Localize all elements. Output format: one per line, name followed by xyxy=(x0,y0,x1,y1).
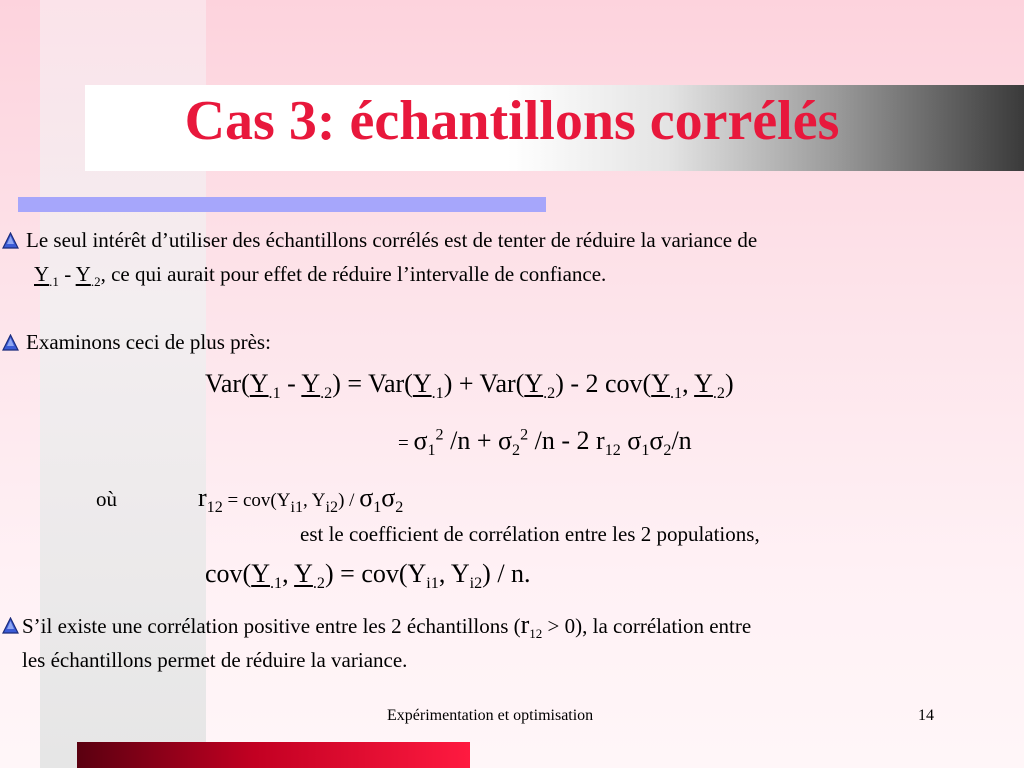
coefficient-description: est le coefficient de corrélation entre les 2 populations, xyxy=(300,522,760,546)
bullet-3-line-1: S’il existe une corrélation positive entre les 2 échantillons $(r_{12} > 0)$, la corrélation entre xyxy=(22,610,752,642)
bullet-1-line-1: Le seul intérêt d’utiliser des échantillons corrélés est de tenter de réduire la variance de xyxy=(26,228,758,252)
variance-equation: $Var(Y_{.1} - Y_{.2}) = Var(Y_{.1}) + Var(Y_{.2}) - 2$ $cov(Y_{.1}$, $Y_{.2}$) xyxy=(205,369,734,403)
sigma-expansion-equation: = $\sigma_1^2$ $/n + \sigma_2^2$ /n - 2 $r_{12}$ $\sigma_1\sigma_2/n$ xyxy=(398,426,692,460)
title-underline-rule xyxy=(18,197,546,212)
ou-label: où xyxy=(96,487,117,511)
footer-title: Expérimentation et optimisation xyxy=(387,707,594,724)
bullet-2-text: Examinons ceci de plus près: xyxy=(26,330,271,354)
correlation-definition: $r_{12} = cov(Y_{i1}$, $Y_{i2}) / \sigma_1\sigma_2$ xyxy=(198,483,404,517)
slide-title: Cas 3: échantillons corrélés xyxy=(184,90,840,152)
triangle-bullet-icon xyxy=(2,232,19,249)
page-number: 14 xyxy=(918,707,934,724)
footer-red-bar xyxy=(77,742,470,768)
bullet-3-line-2: les échantillons permet de réduire la variance. xyxy=(22,648,408,672)
triangle-bullet-icon xyxy=(2,617,19,634)
triangle-bullet-icon xyxy=(2,334,19,351)
covariance-equation: $cov(Y_{.1}$, $Y_{.2}) = cov(Y_{i1}$, $Y_{i2}$) / n. xyxy=(205,559,531,593)
bullet-1-line-2: $Y_{.1} - Y_{.2}$, ce qui aurait pour effet de réduire l’intervalle de confiance. xyxy=(34,262,607,290)
